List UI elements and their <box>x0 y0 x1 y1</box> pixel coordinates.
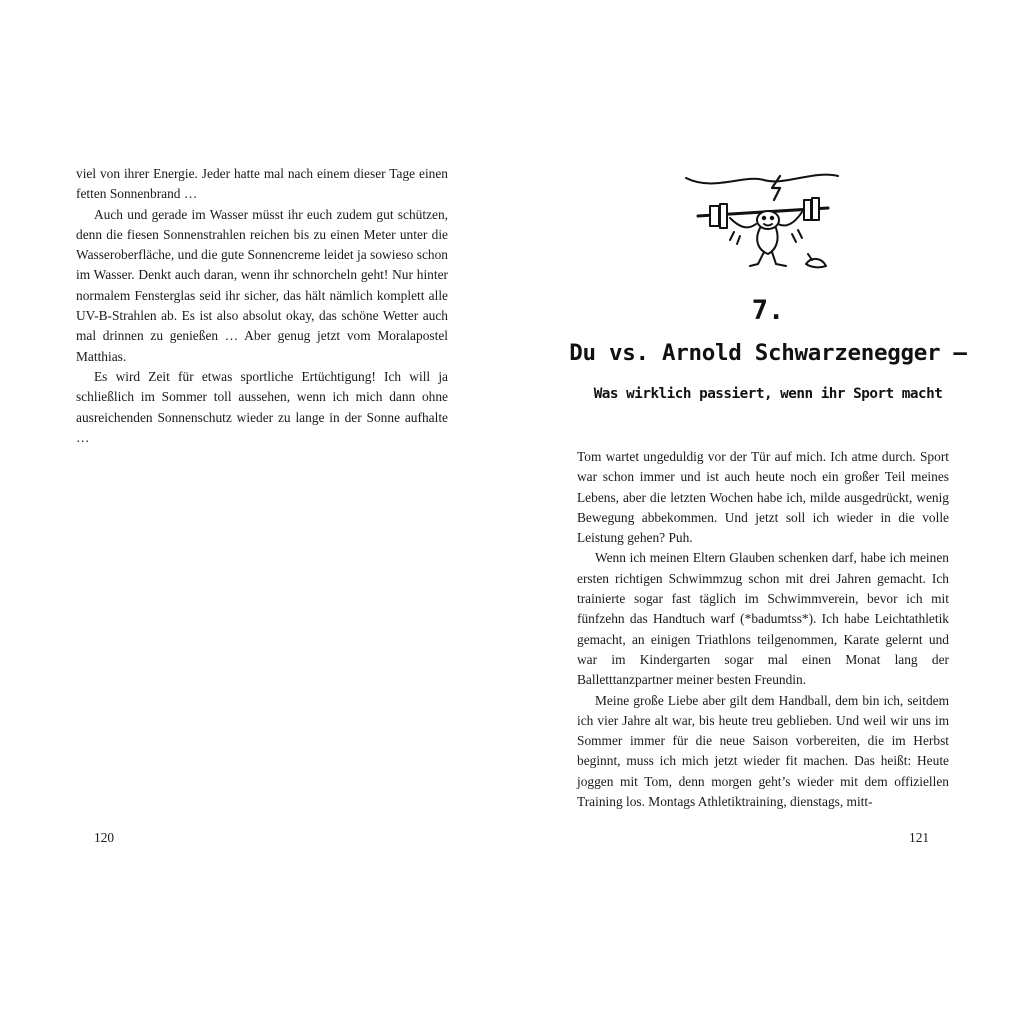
chapter-title: Du vs. Arnold Schwarzenegger – <box>569 340 967 366</box>
right-body-text <box>577 447 949 812</box>
page-number-left: 120 <box>94 830 115 845</box>
left-body-text <box>76 164 448 448</box>
weightlifter-cartoon-icon <box>684 166 840 274</box>
paragraph: Es wird Zeit für etwas sportliche Ertüchtigung! Ich will ja schließlich im Sommer toll aussehen, wenn ich mich dann ohne ausreichenden Sonnenschutz wieder zu lange in der Sonne aufhalte … <box>76 368 448 445</box>
paragraph: Auch und gerade im Wasser müsst ihr euch zudem gut schützen, denn die fiesen Sonnenstrahlen reichen bis zu einen Meter unter die Wasseroberfläche, und die gute Sonnencreme leidet ja sowieso schon im Wasser. Denkt auch daran, wenn ihr schnorcheln geht! Nur hinter normalem Fensterglas seid ihr sicher, das hält nämlich komplett alle UV-B-Strahlen ab. Es ist also absolut okay, das schöne Wetter auch mal drinnen zu genießen … Aber genug jetzt vom Moralapostel Matthias. <box>76 206 448 364</box>
paragraph: Tom wartet ungeduldig vor der Tür auf mich. Ich atme durch. Sport war schon immer und ist auch heute noch ein großer Teil meines Lebens, aber die letzten Wochen habe ich, milde ausgedrückt, wenig Bewegung abbekommen. Und jetzt soll ich wieder in die volle Leistung gehen? Puh. <box>577 449 949 546</box>
chapter-subtitle: Was wirklich passiert, wenn ihr Sport macht <box>593 386 943 402</box>
paragraph: Meine große Liebe aber gilt dem Handball, dem bin ich, seitdem ich vier Jahre alt war, bis heute treu geblieben. Und weil wir uns im Sommer immer für die neue Saison vorbereiten, die im Herbst beginnt, muss ich mich jetzt wieder fit machen. Das heißt: Heute joggen mit Tom, denn morgen geht’s wieder mit dem offiziellen Training los. Montags Athletiktraining, dienstags, mitt- <box>577 692 949 810</box>
chapter-number: 7. <box>751 295 785 326</box>
page-number-right: 121 <box>909 830 930 845</box>
right-page <box>512 0 1024 1024</box>
paragraph: Wenn ich meinen Eltern Glauben schenken darf, habe ich meinen ersten richtigen Schwimmzug schon mit drei Jahren gemacht. Ich trainierte sogar fast täglich im Schwimmverein, bevor ich mit fünfzehn das Handtuch warf (*badumtss*). Ich habe Leichtathletik gemacht, an einigen Triathlons teilgenommen, Karate gelernt und war im Kindergarten sogar mal einen Monat lang der Balletttanzpartner meiner besten Freundin. <box>577 550 949 688</box>
paragraph: viel von ihrer Energie. Jeder hatte mal nach einem dieser Tage einen fetten Sonnenbrand … <box>76 166 448 202</box>
